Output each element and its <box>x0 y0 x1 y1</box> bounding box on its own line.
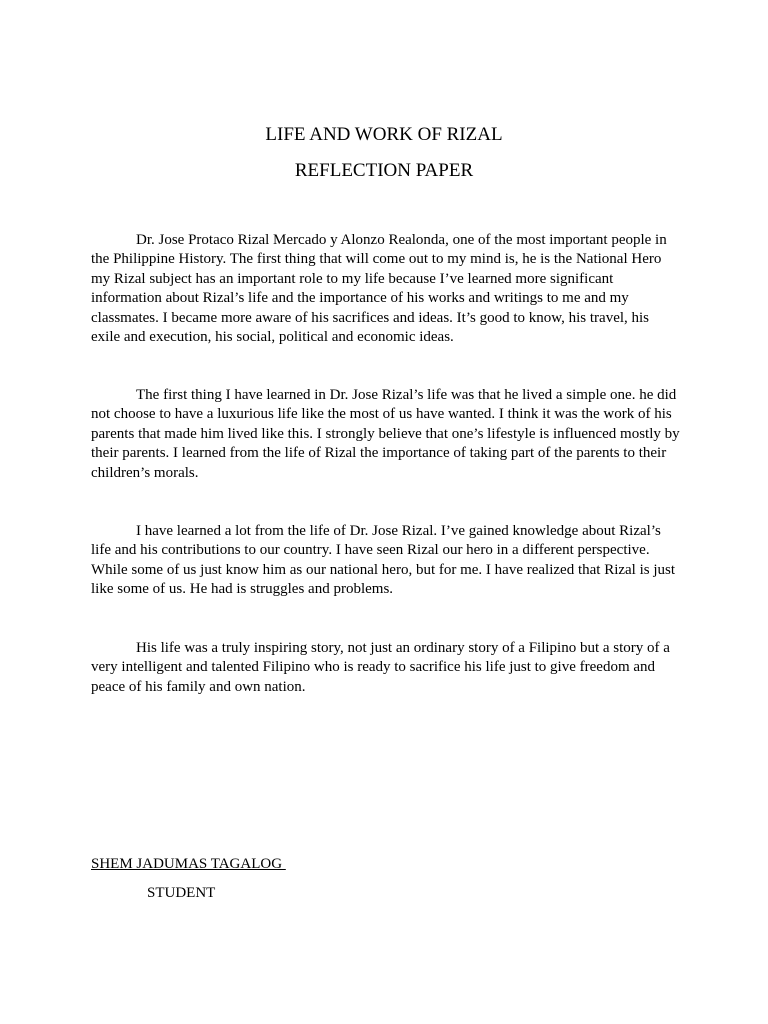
signature-role: STUDENT <box>147 885 216 901</box>
paragraph-1: Dr. Jose Protaco Rizal Mercado y Alonzo Realonda, one of the most important people in the Philippine History. The first thing that will come out to my mind is, he is the National Hero my Rizal subject has an important role to my life because I’ve learned more significant information about Rizal’s life and the importance of his works and writings to me and my classmates. I became more aware of his sacrifices and ideas. It’s good to know, his travel, his exile and execution, his social, political and economic ideas. <box>91 232 667 346</box>
document-subtitle: REFLECTION PAPER <box>294 160 474 181</box>
paragraph-2: The first thing I have learned in Dr. Jose Rizal’s life was that he lived a simple one. he did not choose to have a luxurious life like the most of us have wanted. I think it was the work of his parents that made him lived like this. I strongly believe that one’s lifestyle is influenced mostly by their parents. I learned from the life of Rizal the importance of taking part of the parents to their children’s morals. <box>91 387 680 481</box>
signature-name: SHEM JADUMAS TAGALOG <box>91 856 286 872</box>
document-title: LIFE AND WORK OF RIZAL <box>265 124 503 145</box>
paragraph-4: His life was a truly inspiring story, not just an ordinary story of a Filipino but a story of a very intelligent and talented Filipino who is ready to sacrifice his life just to give freedom and peace of his family and own nation. <box>91 640 670 695</box>
paragraph-3: I have learned a lot from the life of Dr. Jose Rizal. I’ve gained knowledge about Rizal’s life and his contributions to our country. I have seen Rizal our hero in a different perspective. While some of us just know him as our national hero, but for me. I have realized that Rizal is just like some of us. He had is struggles and problems. <box>91 523 676 598</box>
